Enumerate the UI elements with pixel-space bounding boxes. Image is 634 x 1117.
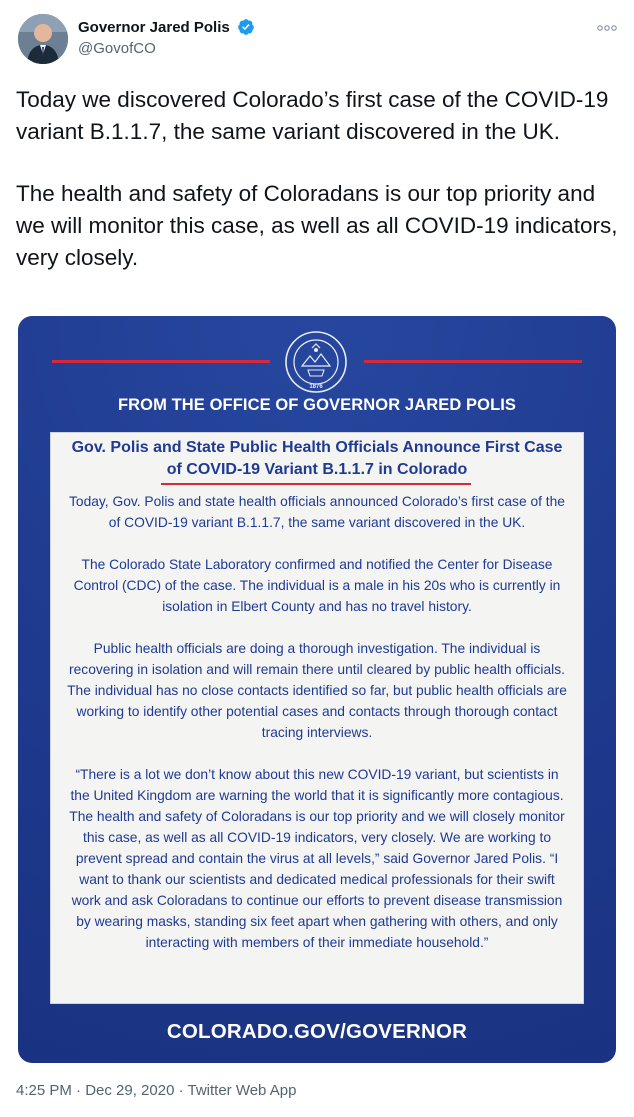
press-release — [50, 432, 584, 1004]
release-title-line-1: Gov. Polis and State Public Health Officials Announce First Case — [71, 439, 563, 456]
tweet-text — [16, 84, 620, 304]
avatar-image — [18, 14, 68, 64]
release-title-line-2: of COVID-19 Variant B.1.1.7 in Colorado — [166, 461, 468, 478]
author-name[interactable]: Governor Jared Polis — [78, 18, 230, 36]
colorado-state-seal-icon — [284, 330, 348, 394]
release-body — [65, 491, 569, 974]
website-url: COLORADO.GOV/GOVERNOR — [166, 1020, 468, 1043]
office-heading: FROM THE OFFICE OF GOVERNOR JARED POLIS — [117, 396, 517, 414]
tweet-paragraph: Today we discovered Colorado’s first case of the COVID-19 variant B.1.1.7, the same variant discovered in the UK. — [16, 87, 609, 144]
author-handle[interactable]: @GovofCO — [78, 40, 156, 58]
release-title — [51, 437, 583, 481]
release-paragraph: The Colorado State Laboratory confirmed and notified the Center for Disease Control (CDC) of the case. The individual is a male in his 20s who is currently in isolation in Elbert County and has no travel history. — [73, 557, 561, 614]
decorative-red-line-right — [364, 360, 582, 363]
title-underline — [161, 483, 471, 485]
attached-image[interactable] — [18, 316, 616, 1063]
release-paragraph: Public health officials are doing a thorough investigation. The individual is recovering in isolation and will remain there until cleared by public health officials. The individual has no close contacts identified so far, but public health officials are working to identify other potential cases and contacts through thorough contact tracing interviews. — [67, 641, 567, 740]
tweet-paragraph: The health and safety of Coloradans is our top priority and we will monitor this case, as well as all COVID-19 indicators, very closely. — [16, 181, 618, 270]
more-options-icon[interactable] — [596, 22, 618, 34]
seal-year: 1876 — [309, 384, 323, 390]
tweet-header — [16, 12, 622, 68]
decorative-red-line-left — [52, 360, 270, 363]
verified-badge-icon — [237, 18, 255, 36]
tweet-timestamp[interactable]: 4:25 PM · Dec 29, 2020 · Twitter Web App — [16, 1082, 297, 1099]
avatar[interactable] — [18, 14, 68, 64]
author-block — [78, 18, 255, 57]
release-paragraph: Today, Gov. Polis and state health officials announced Colorado’s first case of the of COVID-19 variant B.1.1.7, the same variant discovered in the UK. — [69, 494, 565, 530]
release-quote: “There is a lot we don’t know about this new COVID-19 variant, but scientists in the United Kingdom are warning the world that it is significantly more contagious. The health and safety of Coloradans is our top priority and we will closely monitor this case, as well as all COVID-19 indicators, very closely. We are working to prevent spread and contain the virus at all levels,” said Governor Jared Polis. “I want to thank our scientists and dedicated medical professionals for their swift work and ask Coloradans to continue our efforts to prevent disease transmission by wearing masks, standing six feet apart when gathering with others, and only interacting with members of their immediate household.” — [69, 767, 565, 950]
